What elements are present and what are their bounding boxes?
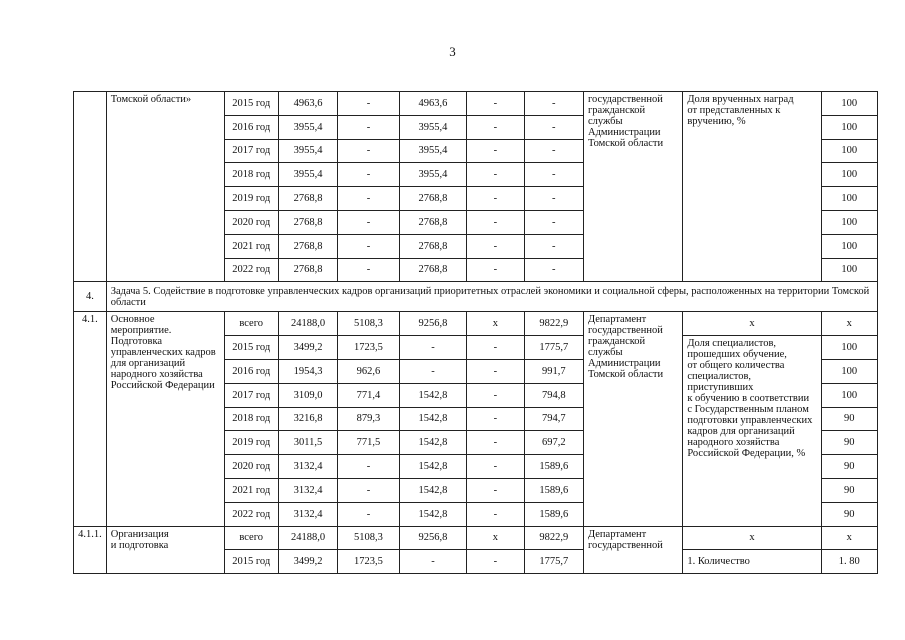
- year-cell: 2018 год: [224, 407, 278, 431]
- year-cell: 2022 год: [224, 502, 278, 526]
- funding-cell: -: [338, 210, 399, 234]
- measure-name-cell: Основное мероприятие. Подготовка управленческих кадров для организаций народного хозяйства Российской Федерации: [106, 312, 224, 526]
- indicator-value-cell: 90: [821, 478, 877, 502]
- funding-cell: -: [524, 258, 583, 282]
- funding-cell: -: [399, 550, 467, 574]
- table-row: [74, 312, 878, 336]
- funding-cell: 1542,8: [399, 407, 467, 431]
- program-table: [73, 91, 878, 574]
- year-cell: 2019 год: [224, 431, 278, 455]
- funding-cell: -: [338, 455, 399, 479]
- year-cell: 2015 год: [224, 550, 278, 574]
- funding-cell: -: [524, 210, 583, 234]
- indicator-value-cell: 100: [821, 258, 877, 282]
- funding-cell: 771,5: [338, 431, 399, 455]
- funding-cell: -: [467, 336, 524, 360]
- funding-cell: х: [467, 312, 524, 336]
- indicator-value-cell: х: [821, 526, 877, 550]
- funding-cell: 2768,8: [399, 210, 467, 234]
- indicator-value-cell: 100: [821, 92, 877, 116]
- total-cell: 2768,8: [278, 210, 337, 234]
- indicator-cell: х: [683, 526, 821, 550]
- funding-cell: -: [467, 163, 524, 187]
- total-cell: 3011,5: [278, 431, 337, 455]
- row-number-cell: [74, 92, 107, 282]
- funding-cell: -: [524, 115, 583, 139]
- total-cell: 2768,8: [278, 234, 337, 258]
- year-cell: 2021 год: [224, 478, 278, 502]
- funding-cell: 962,6: [338, 359, 399, 383]
- funding-cell: 9822,9: [524, 312, 583, 336]
- funding-cell: 9822,9: [524, 526, 583, 550]
- page-number: 3: [449, 44, 456, 59]
- funding-cell: 2768,8: [399, 234, 467, 258]
- year-cell: 2017 год: [224, 383, 278, 407]
- funding-cell: -: [467, 210, 524, 234]
- year-cell: 2015 год: [224, 92, 278, 116]
- indicator-value-cell: 100: [821, 210, 877, 234]
- indicator-value-cell: 100: [821, 336, 877, 360]
- year-cell: 2020 год: [224, 455, 278, 479]
- year-cell: 2016 год: [224, 359, 278, 383]
- funding-cell: -: [467, 139, 524, 163]
- responsible-org-cell: Департамент государственной: [583, 526, 682, 574]
- funding-cell: 9256,8: [399, 312, 467, 336]
- funding-cell: -: [524, 92, 583, 116]
- funding-cell: 794,8: [524, 383, 583, 407]
- indicator-value-cell: 100: [821, 383, 877, 407]
- year-cell: всего: [224, 526, 278, 550]
- indicator-value-cell: х: [821, 312, 877, 336]
- total-cell: 3132,4: [278, 478, 337, 502]
- indicator-value-cell: 100: [821, 163, 877, 187]
- funding-cell: 1589,6: [524, 502, 583, 526]
- funding-cell: 1542,8: [399, 478, 467, 502]
- total-cell: 2768,8: [278, 258, 337, 282]
- total-cell: 1954,3: [278, 359, 337, 383]
- funding-cell: 3955,4: [399, 139, 467, 163]
- funding-cell: 3955,4: [399, 115, 467, 139]
- year-cell: 2016 год: [224, 115, 278, 139]
- table-row: [74, 92, 878, 116]
- indicator-value-cell: 100: [821, 359, 877, 383]
- total-cell: 3132,4: [278, 502, 337, 526]
- year-cell: 2018 год: [224, 163, 278, 187]
- funding-cell: -: [399, 359, 467, 383]
- funding-cell: 2768,8: [399, 187, 467, 211]
- indicator-value-cell: 90: [821, 502, 877, 526]
- funding-cell: 1542,8: [399, 383, 467, 407]
- funding-cell: -: [338, 92, 399, 116]
- total-cell: 3499,2: [278, 336, 337, 360]
- indicator-cell: Доля врученных наград от представленных к вручению, %: [683, 92, 821, 282]
- funding-cell: -: [524, 139, 583, 163]
- funding-cell: 879,3: [338, 407, 399, 431]
- year-cell: всего: [224, 312, 278, 336]
- funding-cell: 1542,8: [399, 455, 467, 479]
- measure-name-cell: Организация и подготовка: [106, 526, 224, 574]
- funding-cell: -: [467, 187, 524, 211]
- year-cell: 2015 год: [224, 336, 278, 360]
- funding-cell: 1542,8: [399, 502, 467, 526]
- funding-cell: 1723,5: [338, 550, 399, 574]
- funding-cell: -: [467, 359, 524, 383]
- total-cell: 3132,4: [278, 455, 337, 479]
- total-cell: 24188,0: [278, 526, 337, 550]
- funding-cell: 794,7: [524, 407, 583, 431]
- task-text-cell: Задача 5. Содействие в подготовке управленческих кадров организаций приоритетных отраслей экономики и социальной сферы, расположенных на территории Томской области: [106, 282, 877, 312]
- indicator-value-cell: 90: [821, 455, 877, 479]
- indicator-value-cell: 100: [821, 234, 877, 258]
- funding-cell: 1542,8: [399, 431, 467, 455]
- responsible-org-cell: государственной гражданской службы Администрации Томской области: [583, 92, 682, 282]
- indicator-cell: х: [683, 312, 821, 336]
- funding-cell: 1589,6: [524, 455, 583, 479]
- funding-cell: -: [467, 383, 524, 407]
- year-cell: 2020 год: [224, 210, 278, 234]
- funding-cell: 5108,3: [338, 312, 399, 336]
- indicator-value-cell: 100: [821, 115, 877, 139]
- total-cell: 3955,4: [278, 139, 337, 163]
- funding-cell: -: [467, 407, 524, 431]
- total-cell: 3109,0: [278, 383, 337, 407]
- funding-cell: -: [338, 163, 399, 187]
- funding-cell: -: [524, 234, 583, 258]
- funding-cell: -: [338, 115, 399, 139]
- funding-cell: -: [467, 92, 524, 116]
- total-cell: 3955,4: [278, 163, 337, 187]
- funding-cell: -: [467, 502, 524, 526]
- total-cell: 2768,8: [278, 187, 337, 211]
- funding-cell: -: [524, 163, 583, 187]
- year-cell: 2019 год: [224, 187, 278, 211]
- indicator-value-cell: 90: [821, 407, 877, 431]
- funding-cell: -: [524, 187, 583, 211]
- funding-cell: 771,4: [338, 383, 399, 407]
- year-cell: 2017 год: [224, 139, 278, 163]
- funding-cell: -: [467, 115, 524, 139]
- funding-cell: -: [338, 187, 399, 211]
- task-row: [74, 282, 878, 312]
- funding-cell: 1589,6: [524, 478, 583, 502]
- funding-cell: 1723,5: [338, 336, 399, 360]
- measure-name-cell: Томской области»: [106, 92, 224, 282]
- funding-cell: 5108,3: [338, 526, 399, 550]
- row-number-cell: 4.1.: [74, 312, 107, 526]
- funding-cell: 1775,7: [524, 336, 583, 360]
- year-cell: 2021 год: [224, 234, 278, 258]
- total-cell: 3216,8: [278, 407, 337, 431]
- funding-cell: 1775,7: [524, 550, 583, 574]
- funding-cell: -: [338, 502, 399, 526]
- funding-cell: -: [467, 258, 524, 282]
- responsible-org-cell: Департамент государственной гражданской службы Администрации Томской области: [583, 312, 682, 526]
- funding-cell: 9256,8: [399, 526, 467, 550]
- funding-cell: -: [467, 550, 524, 574]
- funding-cell: -: [399, 336, 467, 360]
- funding-cell: -: [338, 478, 399, 502]
- total-cell: 3499,2: [278, 550, 337, 574]
- funding-cell: -: [338, 139, 399, 163]
- indicator-value-cell: 90: [821, 431, 877, 455]
- funding-cell: -: [467, 478, 524, 502]
- funding-cell: 991,7: [524, 359, 583, 383]
- funding-cell: х: [467, 526, 524, 550]
- total-cell: 4963,6: [278, 92, 337, 116]
- indicator-value-cell: 100: [821, 187, 877, 211]
- funding-cell: 3955,4: [399, 163, 467, 187]
- year-cell: 2022 год: [224, 258, 278, 282]
- funding-cell: -: [467, 431, 524, 455]
- indicator-value-cell: 100: [821, 139, 877, 163]
- indicator-cell: Доля специалистов, прошедших обучение, от общего количества специалистов, приступивших к обучению в соответствии с Государственным планом подготовки управленческих кадров для организаций народного хозяйства Российской Федерации, %: [683, 336, 821, 526]
- indicator-cell: 1. Количество: [683, 550, 821, 574]
- row-number-cell: 4.: [74, 282, 107, 312]
- funding-cell: 697,2: [524, 431, 583, 455]
- table-row: [74, 526, 878, 550]
- funding-cell: -: [467, 234, 524, 258]
- row-number-cell: 4.1.1.: [74, 526, 107, 574]
- funding-cell: 2768,8: [399, 258, 467, 282]
- funding-cell: -: [338, 234, 399, 258]
- total-cell: 3955,4: [278, 115, 337, 139]
- indicator-value-cell: 1. 80: [821, 550, 877, 574]
- funding-cell: 4963,6: [399, 92, 467, 116]
- funding-cell: -: [467, 455, 524, 479]
- funding-cell: -: [338, 258, 399, 282]
- total-cell: 24188,0: [278, 312, 337, 336]
